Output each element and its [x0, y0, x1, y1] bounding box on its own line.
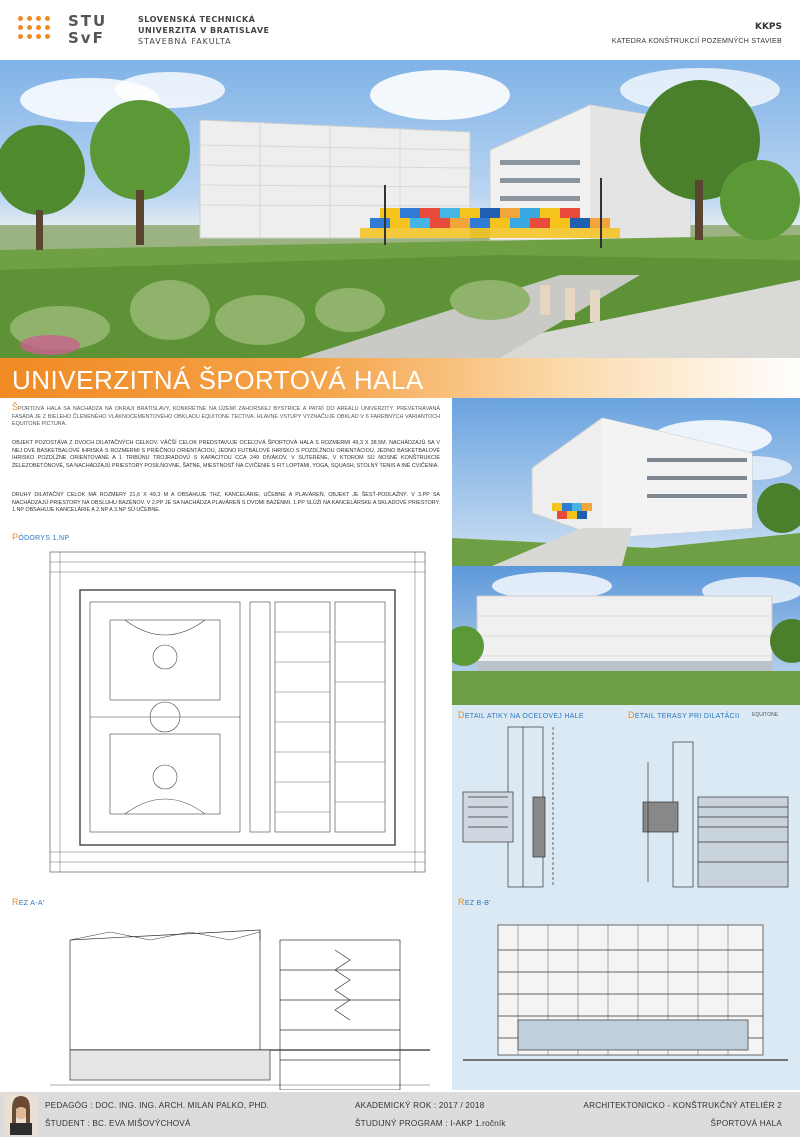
poster-header [0, 0, 800, 60]
intro-initial: Š [12, 402, 19, 412]
footer-pedagog: PEDAGÓG : DOC. ING. ING. ARCH. MILAN PALKO, PHD. [45, 1101, 270, 1110]
description-paragraph-2: DRUHÝ DILATAČNÝ CELOK MÁ ROZMERY 21,6 X 49,3 M A OBSAHUJE THZ, KANCELÁRIE, UČEBNE A PLAVÁREŇ. OBJEKT JE ŠESŤ-PODLAŽNÝ. V 3.PP SA NACHÁDZAJÚ PRIESTORY NA OBSLUHU BAZÉNOV. V 2.PP JE SA NACHÁDZA PLAVÁREŇ S DVOMI BAZÉNMI. 1.PP SLÚŽI NA KANCELÁRSKE A SKLADOVÉ PRIESTORY. 1.NP OBSAHUJE KANCELÁRIE A 2.NP A 3.NP SÚ UČEBNE. [12, 492, 440, 514]
floor-plan-drawing [40, 542, 440, 892]
hero-render-image [0, 60, 800, 358]
equitone-logo-text: EQUITONE [752, 712, 779, 718]
description-paragraph-1: OBJEKT POZOSTÁVA Z DVOCH DILATAČNÝCH CELKOV. VÄČŠÍ CELOK PREDSTAVUJE OCEĽOVÁ ŠPORTOVÁ HALA S ROZMERMI 49,3 X 38,5M. NACHÁDZAJÚ SA V NEJ DVE BASKETBALOVÉ IHRISKÁ S ROZMERMI S PRIEČNOU ORIENTÁCIOU, JEDNO FUTBALOVÉ IHRISKO S POZDĹŽNOU ORIENTÁCIOU, JEDNO BASKETBALOVÉ IHRISKO POZDĹŽNE ORIENTOVANÉ A 1 TRIBÚNU TROJRADOVÚ S KAPACITOU CCA 249 DIVÁKOV. V SUTERÉNE, V KTOROM SÚ NOSNÉ KONŠTRUKCIE ŽELEZOBETÓNOVÉ, SA NACHÁDZAJÚ PRIESTORY POSILŇOVNE, ŠATNE, MIESTNOSŤ NA CVIČENIE S FIT LOPTAMI, YOGA, SQUASH, STOLNÝ TENIS A INÉ CVIČENIA. [12, 440, 440, 469]
footer-project: ŠPORTOVÁ HALA [710, 1119, 782, 1128]
poster-title: UNIVERZITNÁ ŠPORTOVÁ HALA [12, 365, 424, 395]
detail-terrace-title: DETAIL TERASY PRI DILATÁCII [628, 710, 740, 720]
footer-study-program: ŠTUDIJNÝ PROGRAM : I-AKP 1.ročník [355, 1119, 506, 1128]
stu-logo-text: STU SvF [68, 12, 108, 47]
floor-plan-title: PÔDORYS 1.NP [12, 532, 70, 542]
section-aa-drawing [40, 910, 440, 1090]
stu-logo-dots-icon [18, 16, 58, 46]
section-aa-title: REZ A-A' [12, 897, 45, 907]
footer-student: ŠTUDENT : BC. EVA MIŠOVÝCHOVÁ [45, 1119, 191, 1128]
footer-academic-year: AKADEMICKÝ ROK : 2017 / 2018 [355, 1101, 485, 1110]
section-bb-drawing [458, 910, 793, 1090]
intro-text [12, 404, 440, 429]
university-name: SLOVENSKÁ TECHNICKÁ UNIVERZITA V BRATISLAVE STAVEBNÁ FAKULTA [138, 15, 270, 46]
student-avatar [4, 1094, 38, 1135]
intro-body: PORTOVÁ HALA SA NACHÁDZA NA OKRAJI BRATISLAVY, KONKRÉTNE NA ÚZEMÍ ZÁHORSKEJ BYSTRICE A PATRÍ DO AREÁLU UNIVERZITY. PREVETRÁVANÁ FASÁDA JE Z BIELEHO ČLENENÉHO VLÁKNOCEMENTOVÉHO OBKLADU EQUITONE TECTIVA. HLAVNÉ VSTUPY VYZNAČUJE OBKLAD V 6 FAREBNÝCH VARIANTOCH EQUITONE PICTURA. [12, 406, 440, 428]
department-name: KATEDRA KONŠTRUKCIÍ POZEMNÝCH STAVIEB [611, 38, 782, 45]
section-bb-title: REZ B-B' [458, 897, 491, 907]
building-perspective-render [452, 398, 800, 566]
poster-footer [0, 1092, 800, 1137]
detail-terrace-drawing [628, 722, 793, 892]
title-band [0, 358, 800, 398]
detail-attic-title: DETAIL ATIKY NA OCEĽOVEJ HALE [458, 710, 584, 720]
detail-attic-drawing [458, 722, 608, 892]
building-elevation-render [452, 566, 800, 705]
footer-studio: ARCHITEKTONICKO - KONŠTRUKČNÝ ATELIÉR 2 [583, 1101, 782, 1110]
department-code: KKPS [754, 22, 782, 32]
